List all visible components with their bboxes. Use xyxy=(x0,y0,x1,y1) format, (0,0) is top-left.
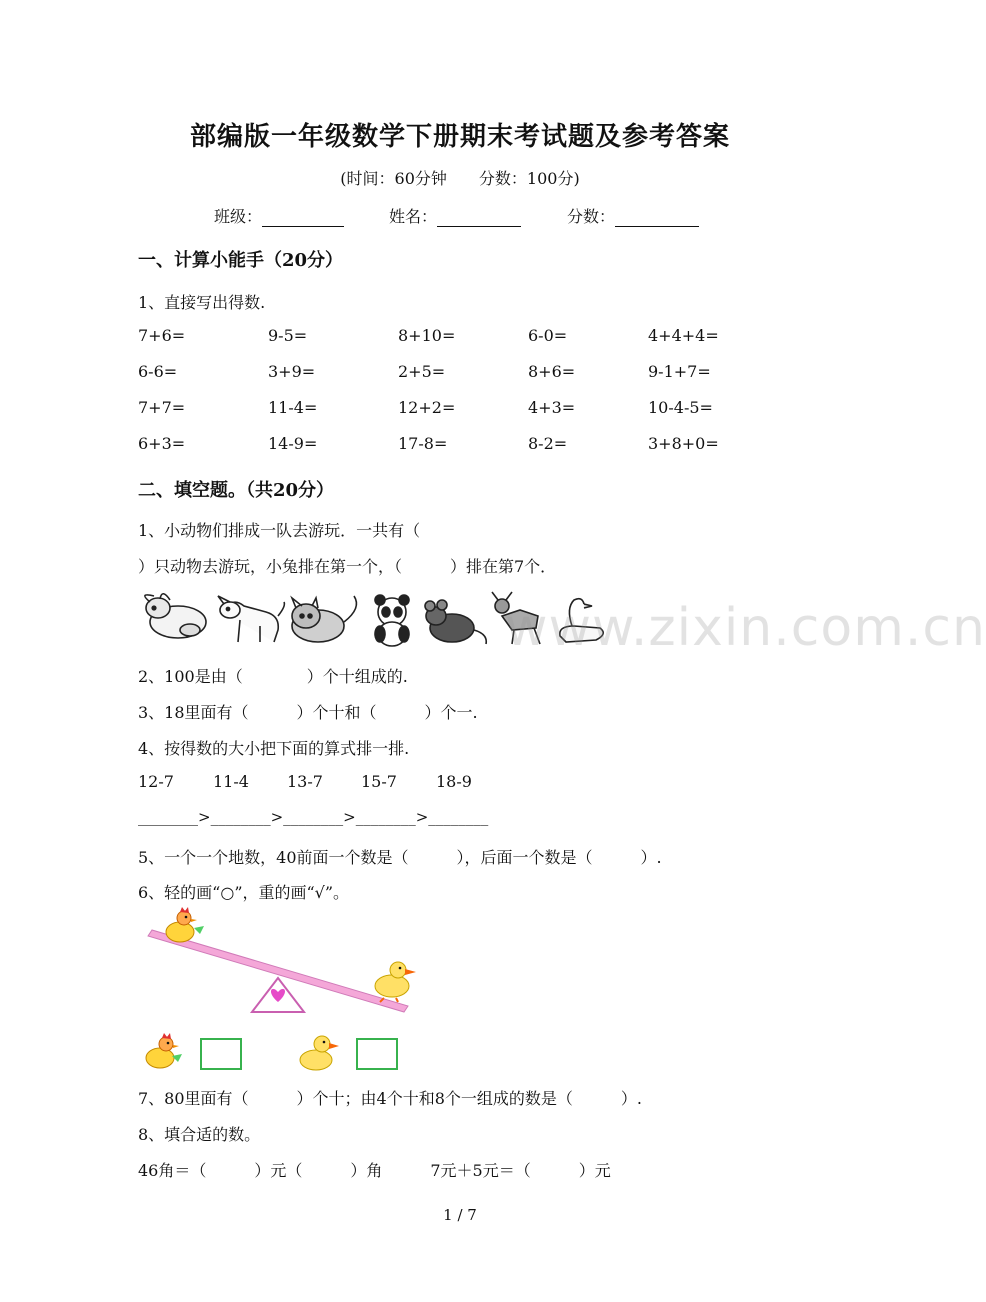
rabbit-icon xyxy=(145,594,206,638)
sort-expression: 15-7 xyxy=(361,772,397,791)
duck-icon xyxy=(296,1030,342,1074)
equation: 4+3= xyxy=(528,398,576,417)
name-field xyxy=(389,204,521,227)
equation: 17-8= xyxy=(398,434,448,453)
section2-q3: 3、18里面有（ ）个十和（ ）个一. xyxy=(138,703,478,722)
exam-time-score: (时间：60分钟 分数：100分) xyxy=(340,169,580,188)
duck-answer-box[interactable] xyxy=(356,1038,398,1070)
seesaw-illustration xyxy=(140,906,430,1020)
equation: 8-2= xyxy=(528,434,568,453)
equation: 14-9= xyxy=(268,434,318,453)
mouse-icon xyxy=(425,600,486,644)
equation: 8+10= xyxy=(398,326,456,345)
equation: 8+6= xyxy=(528,362,576,381)
section1-heading: 一、计算小能手（20分） xyxy=(138,250,344,271)
rooster-answer-box[interactable] xyxy=(200,1038,242,1070)
name-blank[interactable] xyxy=(437,226,521,227)
page-number: 1 / 7 xyxy=(443,1206,477,1224)
class-blank[interactable] xyxy=(262,226,344,227)
cat-icon xyxy=(292,596,356,642)
equation: 3+8+0= xyxy=(648,434,719,453)
section2-q8-line: 46角＝（ ）元（ ）角 7元＋5元＝（ ）元 xyxy=(138,1161,611,1180)
equation: 10-4-5= xyxy=(648,398,713,417)
equation: 7+6= xyxy=(138,326,186,345)
seesaw-fulcrum xyxy=(252,978,304,1012)
section2-q4: 4、按得数的大小把下面的算式排一排. xyxy=(138,739,410,758)
section2-q5: 5、一个一个地数，40前面一个数是（ ），后面一个数是（ ）. xyxy=(138,848,662,867)
panda-icon xyxy=(375,595,409,646)
page-title: 部编版一年级数学下册期末考试题及参考答案 xyxy=(189,122,730,152)
dog-icon xyxy=(218,596,284,642)
name-label: 姓名： xyxy=(389,207,438,226)
class-label: 班级： xyxy=(214,207,263,226)
section2-q8: 8、填合适的数。 xyxy=(138,1125,261,1144)
equation: 12+2= xyxy=(398,398,456,417)
equation: 11-4= xyxy=(268,398,318,417)
sort-answer-blanks[interactable]: ________>________>________>________>________ xyxy=(138,808,489,826)
section2-q7: 7、80里面有（ ）个十；由4个十和8个一组成的数是（ ）. xyxy=(138,1089,642,1108)
section2-q2: 2、100是由（ ）个十组成的. xyxy=(138,667,408,686)
rooster-icon xyxy=(138,1030,188,1074)
sort-expression: 11-4 xyxy=(213,772,249,791)
section2-q1-line2: ）只动物去游玩，小兔排在第一个，（ ）排在第7个． xyxy=(138,557,557,576)
equation: 2+5= xyxy=(398,362,446,381)
score-field xyxy=(567,204,699,227)
equation: 7+7= xyxy=(138,398,186,417)
sort-expression: 18-9 xyxy=(436,772,472,791)
equation: 9-1+7= xyxy=(648,362,711,381)
equation: 9-5= xyxy=(268,326,308,345)
equation: 6-0= xyxy=(528,326,568,345)
section2-q6: 6、轻的画“○”，重的画“√”。 xyxy=(138,883,350,902)
rooster-icon xyxy=(166,907,204,942)
section1-q1: 1、直接写出得数. xyxy=(138,293,266,312)
watermark: www.zixin.com.cn xyxy=(505,598,986,658)
section2-q1-line1: 1、小动物们排成一队去游玩．一共有（ xyxy=(138,521,421,540)
sort-expression: 13-7 xyxy=(287,772,323,791)
section2-heading: 二、填空题。（共20分） xyxy=(138,480,335,501)
score-label: 分数： xyxy=(567,207,616,226)
equation: 6+3= xyxy=(138,434,186,453)
duck-icon xyxy=(375,962,416,1002)
class-field xyxy=(214,204,344,227)
equation: 3+9= xyxy=(268,362,316,381)
equation: 4+4+4= xyxy=(648,326,719,345)
score-blank[interactable] xyxy=(615,226,699,227)
sort-expression: 12-7 xyxy=(138,772,174,791)
equation: 6-6= xyxy=(138,362,178,381)
